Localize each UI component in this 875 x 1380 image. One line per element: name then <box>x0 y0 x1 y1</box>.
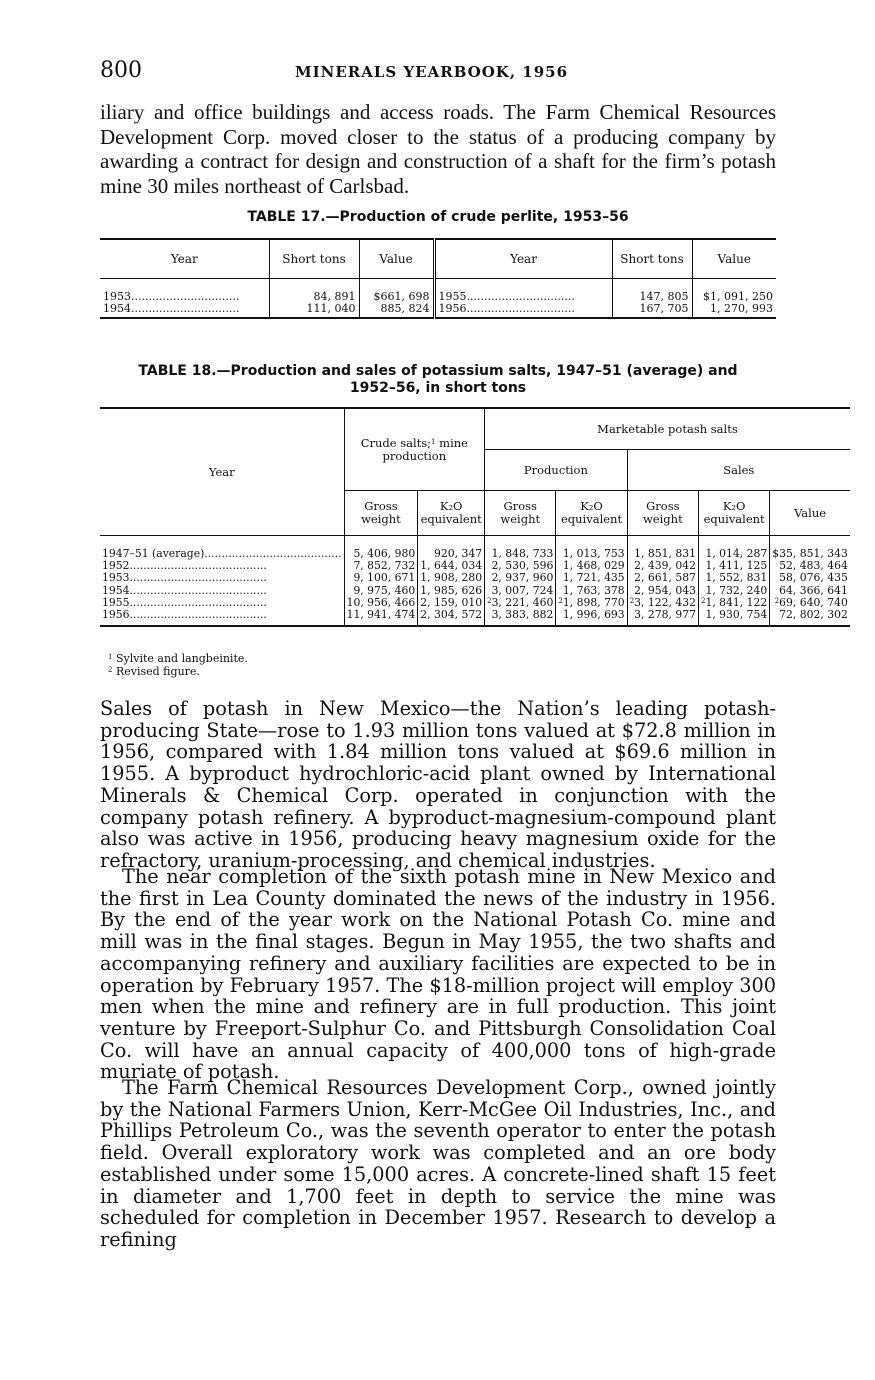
data-cell: 1, 721, 435 <box>556 572 627 584</box>
column-header-production: Production <box>485 450 628 491</box>
data-cell: 5, 406, 980 <box>344 536 418 561</box>
column-header: Short tons <box>269 239 359 279</box>
footnote: $^2$ Revised figure. <box>108 665 200 678</box>
data-cell: 3, 383, 882 <box>485 609 556 626</box>
table18-body <box>100 536 850 627</box>
body-paragraph: The Farm Chemical Resources Development Corp., owned jointly by the National Farmers Union, Kerr-McGee Oil Industries, Inc., and Phillips Petroleum Co., was the seventh operator to enter the potash field. Overall exploratory work was completed and an ore body established under some 15,000 acres. A concrete-lined shaft 15 feet in diameter and 1,700 feet in depth to service the mine was scheduled for completion in December 1957. Research to develop a refining <box>100 1076 776 1251</box>
data-cell: 52, 483, 464 <box>779 559 848 573</box>
column-header: Year <box>100 239 269 279</box>
tons-cell: 147, 805 167, 705 <box>612 279 692 319</box>
column-header-marketable: Marketable potash salts <box>485 408 850 450</box>
data-cell: 1, 985, 626 <box>418 585 485 597</box>
data-cell: $^2$3, 122, 432 <box>627 597 698 609</box>
data-cell: $^2$3, 221, 460 <box>485 597 556 609</box>
data-cell: 1, 013, 753 <box>556 536 627 561</box>
data-cell: $35, 851, 343 <box>772 547 848 560</box>
year-cell: 1953........................................ <box>100 572 344 584</box>
intro-paragraph: iliary and office buildings and access roads. The Farm Chemical Resources Development Corp. moved closer to the status of a producing company by awarding a contract for design and construction of a shaft for the firm’s potash mine 30 miles northeast of Carlsbad. <box>100 100 776 198</box>
data-cell: 1, 411, 125 <box>698 560 769 572</box>
data-cell: 1, 763, 378 <box>556 585 627 597</box>
data-cell: 1, 908, 280 <box>418 572 485 584</box>
value-cell: $661, 698 885, 824 <box>359 279 434 319</box>
data-cell: 3, 278, 977 <box>627 609 698 626</box>
table18 <box>100 407 850 627</box>
body-paragraph: Sales of potash in New Mexico—the Nation’s leading potash-producing State—rose to 1.93 million tons valued at $72.8 million in 1956, compared with 1.84 million tons valued at $69.6 million in 1955. A byproduct hydrochloric-acid plant owned by International Minerals & Chemical Corp. operated in conjunction with the company potash refinery. A byproduct-magnesium-compound plant also was active in 1956, producing heavy magnesium oxide for the refractory, uranium-processing, and chemical industries. <box>100 697 776 872</box>
table17 <box>100 238 776 319</box>
table18-caption-line1: TABLE 18.—Production and sales of potassium salts, 1947–51 (average) and <box>138 363 738 379</box>
data-cell: 2, 439, 042 <box>627 560 698 572</box>
table18-footnotes <box>108 652 248 678</box>
data-cell: 3, 007, 724 <box>485 585 556 597</box>
data-cell: 1, 644, 034 <box>418 560 485 572</box>
data-cell: 1, 996, 693 <box>556 609 627 626</box>
data-cell: $^2$69, 640, 740 <box>774 595 848 609</box>
data-cell: 58, 076, 435 <box>779 571 848 585</box>
data-cell: 7, 852, 732 <box>344 560 418 572</box>
column-header-crude: Crude salts;$^1$ mine production <box>344 408 485 491</box>
year-cell: 1947–51 (average)........................................ <box>100 536 344 561</box>
year-cell: 1953............................... 1954............................... <box>100 279 269 319</box>
year-cell: 1956........................................ <box>100 609 344 626</box>
data-cell: 2, 530, 596 <box>485 560 556 572</box>
data-cell: 9, 975, 460 <box>344 585 418 597</box>
value-cell: $1, 091, 250 1, 270, 993 <box>692 279 776 319</box>
column-header-k2o: K₂O equivalent <box>556 491 627 536</box>
data-cell: 1, 014, 287 <box>698 536 769 561</box>
column-header: Value <box>359 239 434 279</box>
column-header-gross: Gross weight <box>344 491 418 536</box>
table18-caption-line2: 1952–56, in short tons <box>349 380 527 396</box>
data-cell: $^2$1, 841, 122 <box>698 597 769 609</box>
column-header-k2o: K₂O equivalent <box>418 491 485 536</box>
data-cell: 2, 937, 960 <box>485 572 556 584</box>
table-row <box>100 536 850 561</box>
body-paragraph: The near completion of the sixth potash mine in New Mexico and the first in Lea County dominated the news of the industry in 1956. By the end of the year work on the National Potash Co. mine and mill was in the final stages. Begun in May 1955, the two shafts and accompanying refinery and auxiliary facilities are expected to be in operation by February 1957. The $18-million project will employ 300 men when the mine and refinery are in full production. This joint venture by Freeport-Sulphur Co. and Pittsburgh Consolidation Coal Co. will have an annual capacity of 400,000 tons of high-grade muriate of potash. <box>100 865 776 1084</box>
data-cell: 1, 732, 240 <box>698 585 769 597</box>
column-header: Year <box>434 239 612 279</box>
data-cell: 2, 661, 587 <box>627 572 698 584</box>
data-cell: 1, 851, 831 <box>627 536 698 561</box>
data-cell: 1, 468, 029 <box>556 560 627 572</box>
table18-caption <box>100 363 776 397</box>
column-header-year: Year <box>100 408 344 536</box>
table-row <box>100 279 776 319</box>
data-cell: 1, 930, 754 <box>698 609 769 626</box>
data-cell: $^2$1, 898, 770 <box>556 597 627 609</box>
data-cell: 72, 802, 302 <box>770 609 850 626</box>
data-cell: 11, 941, 474 <box>344 609 418 626</box>
column-header-gross: Gross weight <box>627 491 698 536</box>
data-cell: 1, 552, 831 <box>698 572 769 584</box>
data-cell: 2, 954, 043 <box>627 585 698 597</box>
column-header: Short tons <box>612 239 692 279</box>
column-header: Value <box>692 239 776 279</box>
column-header-value: Value <box>770 491 850 536</box>
year-cell: 1955........................................ <box>100 597 344 609</box>
year-cell: 1952........................................ <box>100 560 344 572</box>
tons-cell: 84, 891 111, 040 <box>269 279 359 319</box>
running-title: MINERALS YEARBOOK, 1956 <box>295 63 569 81</box>
data-cell: 1, 848, 733 <box>485 536 556 561</box>
data-cell: 920, 347 <box>418 536 485 561</box>
column-header-k2o: K₂O equivalent <box>698 491 769 536</box>
data-cell: 2, 159, 010 <box>418 597 485 609</box>
year-cell: 1955............................... 1956............................... <box>434 279 612 319</box>
data-cell: 9, 100, 671 <box>344 572 418 584</box>
column-header-sales: Sales <box>627 450 850 491</box>
running-head <box>100 58 776 88</box>
footnote: $^1$ Sylvite and langbeinite. <box>108 652 248 665</box>
data-cell: 10, 956, 466 <box>344 597 418 609</box>
data-cell: 64, 366, 641 <box>779 583 848 597</box>
table17-caption: TABLE 17.—Production of crude perlite, 1953–56 <box>247 209 629 225</box>
year-cell: 1954........................................ <box>100 585 344 597</box>
data-cell: 2, 304, 572 <box>418 609 485 626</box>
page-number: 800 <box>100 58 142 83</box>
table-row <box>100 609 850 626</box>
column-header-gross: Gross weight <box>485 491 556 536</box>
